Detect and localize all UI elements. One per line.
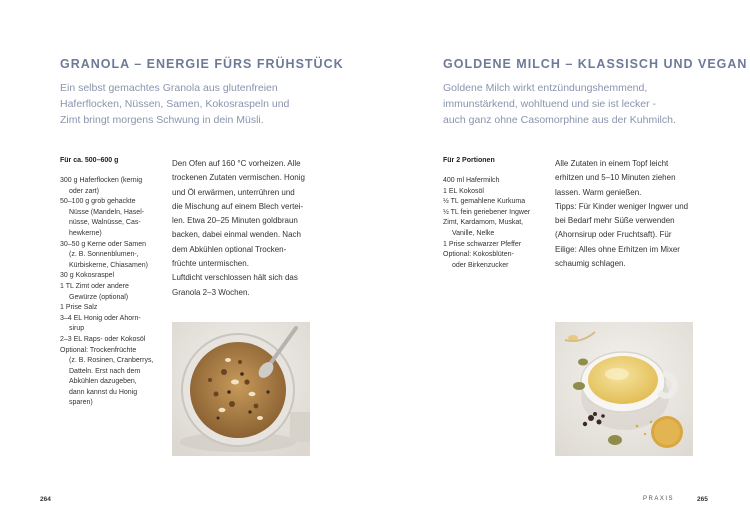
method-line: Eilige: Alles ohne Erhitzen im Mixer bbox=[555, 244, 680, 254]
ingredient-line: Datteln. Erst nach dem bbox=[69, 367, 141, 375]
golden-milk-intro bbox=[443, 80, 676, 128]
method-line: die Mischung auf einem Blech vertei- bbox=[172, 201, 304, 211]
ingredient-line: 1 Prise schwarzer Pfeffer bbox=[443, 240, 522, 248]
intro-line: Haferflocken, Nüssen, Samen, Kokosraspeln und bbox=[60, 98, 290, 110]
intro-line: Ein selbst gemachtes Granola aus glutenfreien bbox=[60, 82, 278, 94]
method-line: Luftdicht verschlossen hält sich das bbox=[172, 273, 298, 283]
ingredient-line: 30–50 g Kerne oder Samen bbox=[60, 240, 147, 248]
golden-milk-photo bbox=[555, 322, 693, 456]
ingredient-line: 1 EL Kokosöl bbox=[443, 187, 484, 195]
ingredient-line: 300 g Haferflocken (kernig bbox=[60, 177, 143, 184]
ingredient-line: 30 g Kokosraspel bbox=[60, 272, 115, 280]
ingredient-line: hewkerne) bbox=[69, 229, 102, 237]
method-line: schaumig schlagen. bbox=[555, 259, 626, 269]
intro-line: auch ganz ohne Casomorphine aus der Kuhmilch. bbox=[443, 114, 676, 126]
method-line: backen, dabei einmal wenden. Nach bbox=[172, 230, 301, 240]
method-line: bei Bedarf mehr Süße verwenden bbox=[555, 216, 675, 226]
method-line: und Öl erwärmen, unterrühren und bbox=[172, 187, 295, 197]
ingredient-line: ½ TL fein geriebener Ingwer bbox=[443, 208, 531, 216]
ingredient-line: Kürbiskerne, Chiasamen) bbox=[69, 261, 148, 269]
granola-bowl-image bbox=[172, 322, 310, 456]
ingredient-line: Optional: Kokosblüten- bbox=[443, 251, 514, 259]
ingredient-line: 1 TL Zimt oder andere bbox=[60, 282, 129, 290]
method-line: len. Etwa 20–25 Minuten goldbraun bbox=[172, 216, 298, 226]
golden-milk-title: GOLDENE MILCH – KLASSISCH UND VEGAN bbox=[443, 57, 748, 71]
method-line: trockenen Zutaten vermischen. Honig bbox=[172, 173, 305, 183]
ingredient-line: 50–100 g grob gehackte bbox=[60, 198, 136, 206]
granola-ingredients bbox=[60, 176, 153, 409]
ingredient-line: Nüsse (Mandeln, Hasel- bbox=[69, 208, 145, 216]
granola-title: GRANOLA – ENERGIE FÜRS FRÜHSTÜCK bbox=[60, 57, 344, 71]
ingredient-line: oder Birkenzucker bbox=[452, 261, 509, 269]
ingredient-line: 400 ml Hafermilch bbox=[443, 177, 500, 184]
golden-milk-cup-image bbox=[555, 322, 693, 456]
method-line: (Ahornsirup oder Fruchtsaft). Für bbox=[555, 230, 672, 240]
method-line: früchte untermischen. bbox=[172, 259, 249, 269]
intro-line: Zimt bringt morgens Schwung in dein Müsli. bbox=[60, 114, 264, 126]
ingredient-line: (z. B. Sonnenblumen-, bbox=[69, 251, 139, 259]
granola-intro bbox=[60, 80, 289, 128]
ingredient-line: 1 Prise Salz bbox=[60, 304, 98, 312]
right-page bbox=[375, 0, 750, 532]
golden-milk-method bbox=[555, 157, 688, 271]
ingredient-line: sirup bbox=[69, 325, 85, 333]
page-number-left: 264 bbox=[40, 496, 51, 503]
granola-photo bbox=[172, 322, 310, 456]
method-line: dem Abkühlen optional Trocken- bbox=[172, 244, 287, 254]
method-line: lassen. Warm genießen. bbox=[555, 187, 642, 197]
ingredient-line: Vanille, Nelke bbox=[452, 229, 495, 237]
ingredient-line: Gewürze (optional) bbox=[69, 293, 129, 301]
ingredient-line: ½ TL gemahlene Kurkuma bbox=[443, 198, 526, 206]
ingredient-line: dann kannst du Honig bbox=[69, 388, 138, 396]
golden-milk-ingredients bbox=[443, 176, 530, 271]
ingredient-line: nüsse, Walnüsse, Cas- bbox=[69, 219, 141, 227]
golden-milk-yield: Für 2 Portionen bbox=[443, 157, 495, 164]
ingredient-line: oder zart) bbox=[69, 187, 99, 195]
granola-yield: Für ca. 500–600 g bbox=[60, 157, 119, 164]
method-line: Den Ofen auf 160 °C vorheizen. Alle bbox=[172, 159, 301, 168]
intro-line: Goldene Milch wirkt entzündungshemmend, bbox=[443, 82, 648, 94]
method-line: Alle Zutaten in einem Topf leicht bbox=[555, 159, 669, 168]
method-line: Tipps: Für Kinder weniger Ingwer und bbox=[555, 201, 689, 211]
method-line: erhitzen und 5–10 Minuten ziehen bbox=[555, 173, 676, 183]
ingredient-line: (z. B. Rosinen, Cranberrys, bbox=[69, 357, 154, 365]
method-line: Granola 2–3 Wochen. bbox=[172, 287, 250, 297]
granola-method bbox=[172, 157, 305, 300]
ingredient-line: 2–3 EL Raps- oder Kokosöl bbox=[60, 335, 146, 343]
ingredient-line: sparen) bbox=[69, 399, 93, 407]
ingredient-line: Abkühlen dazugeben, bbox=[69, 378, 137, 386]
ingredient-line: Optional: Trockenfrüchte bbox=[60, 346, 137, 354]
ingredient-line: Zimt, Kardamom, Muskat, bbox=[443, 219, 524, 227]
ingredient-line: 3–4 EL Honig oder Ahorn- bbox=[60, 314, 141, 322]
intro-line: immunstärkend, wohltuend und sie ist lecker - bbox=[443, 98, 657, 110]
page-number-right: 265 bbox=[697, 496, 708, 503]
section-label: PRAXIS bbox=[643, 496, 675, 502]
